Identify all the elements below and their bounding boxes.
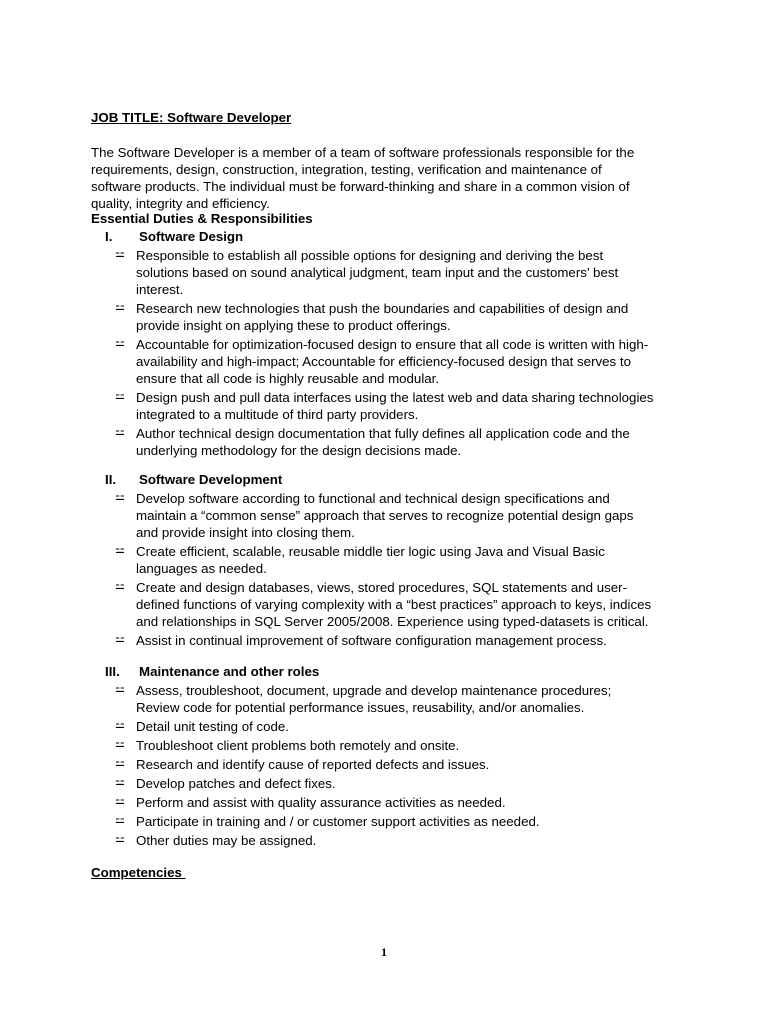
section-software-development: [91, 471, 691, 649]
bullet-icon: ⚍: [115, 794, 125, 807]
section-software-design: [91, 228, 691, 459]
bullet-icon: ⚍: [115, 632, 125, 645]
bullet-icon: ⚍: [115, 813, 125, 826]
list-item: [91, 794, 691, 811]
list-item: [91, 718, 691, 735]
section-title-text: Software Design: [139, 229, 244, 244]
bullet-icon: ⚍: [115, 832, 125, 845]
list-item: [91, 543, 691, 577]
bullet-icon: ⚍: [115, 300, 125, 313]
bullet-icon: ⚍: [115, 425, 125, 438]
list-item: [91, 632, 691, 649]
list-item: [91, 682, 691, 716]
list-item: [91, 336, 691, 387]
bullet-icon: ⚍: [115, 247, 125, 260]
section-numeral: II.: [105, 472, 117, 487]
competencies-heading: Competencies: [91, 865, 186, 880]
list-item-text: Responsible to establish all possible options for designing and deriving the best solutions based on sound analytical judgment, team input and the customers’ best interest.: [136, 248, 619, 297]
list-item-text: Accountable for optimization-focused design to ensure that all code is written with high- availability and high-impact; Accountable for efficiency-focused design that serves to ensure that all code is highly reusable and modular.: [136, 337, 649, 386]
section-title-text: Software Development: [139, 472, 283, 487]
list-item-text: Design push and pull data interfaces using the latest web and data sharing technologies integrated to a multitude of third party providers.: [136, 390, 654, 422]
section-numeral: I.: [105, 229, 113, 244]
list-item: [91, 425, 691, 459]
bullet-list: [91, 490, 691, 649]
section-numeral: III.: [105, 664, 120, 679]
list-item-text: Create and design databases, views, stored procedures, SQL statements and user- defined functions of varying complexity with a “best practices” approach to keys, indices and relationships in SQL Server 2005/2008. Experience using typed-datasets is critical.: [136, 580, 652, 629]
bullet-icon: ⚍: [115, 543, 125, 556]
list-item: [91, 300, 691, 334]
bullet-icon: ⚍: [115, 336, 125, 349]
bullet-list: [91, 247, 691, 459]
section-title: [91, 471, 691, 488]
list-item-text: Assess, troubleshoot, document, upgrade and develop maintenance procedures; Review code for potential performance issues, reusability, and/or anomalies.: [136, 683, 612, 715]
list-item-text: Create efficient, scalable, reusable middle tier logic using Java and Visual Basic languages as needed.: [136, 544, 605, 576]
list-item-text: Author technical design documentation that fully defines all application code and the underlying methodology for the design decisions made.: [136, 426, 630, 458]
list-item-text: Assist in continual improvement of software configuration management process.: [136, 633, 607, 648]
list-item-text: Research new technologies that push the boundaries and capabilities of design and provide insight on applying these to product offerings.: [136, 301, 629, 333]
list-item-text: Research and identify cause of reported defects and issues.: [136, 757, 490, 772]
list-item-text: Develop patches and defect fixes.: [136, 776, 336, 791]
list-item: [91, 756, 691, 773]
list-item: [91, 389, 691, 423]
list-item: [91, 737, 691, 754]
section-maintenance: [91, 663, 691, 849]
bullet-icon: ⚍: [115, 718, 125, 731]
bullet-icon: ⚍: [115, 756, 125, 769]
job-title: JOB TITLE: Software Developer: [91, 110, 292, 125]
list-item: [91, 579, 691, 630]
list-item: [91, 832, 691, 849]
intro-paragraph: The Software Developer is a member of a team of software professionals responsible for the requirements, design, construction, integration, testing, verification and maintenance of software products. The individual must be forward-thinking and share in a common vision of quality, integrity and efficiency.: [91, 145, 635, 211]
bullet-icon: ⚍: [115, 775, 125, 788]
bullet-icon: ⚍: [115, 579, 125, 592]
page-number: 1: [381, 945, 387, 959]
bullet-icon: ⚍: [115, 737, 125, 750]
list-item-text: Participate in training and / or customer support activities as needed.: [136, 814, 540, 829]
bullet-icon: ⚍: [115, 682, 125, 695]
list-item: [91, 775, 691, 792]
bullet-icon: ⚍: [115, 490, 125, 503]
list-item-text: Troubleshoot client problems both remotely and onsite.: [136, 738, 460, 753]
list-item-text: Other duties may be assigned.: [136, 833, 317, 848]
section-title: [91, 663, 691, 680]
section-title: [91, 228, 691, 245]
list-item-text: Develop software according to functional and technical design specifications and maintain a “common sense” approach that serves to recognize potential design gaps and provide insight into closing them.: [136, 491, 634, 540]
list-item-text: Detail unit testing of code.: [136, 719, 290, 734]
list-item-text: Perform and assist with quality assurance activities as needed.: [136, 795, 506, 810]
bullet-icon: ⚍: [115, 389, 125, 402]
duties-heading: Essential Duties & Responsibilities: [91, 211, 313, 226]
list-item: [91, 490, 691, 541]
list-item: [91, 813, 691, 830]
bullet-list: [91, 682, 691, 849]
list-item: [91, 247, 691, 298]
section-title-text: Maintenance and other roles: [139, 664, 320, 679]
